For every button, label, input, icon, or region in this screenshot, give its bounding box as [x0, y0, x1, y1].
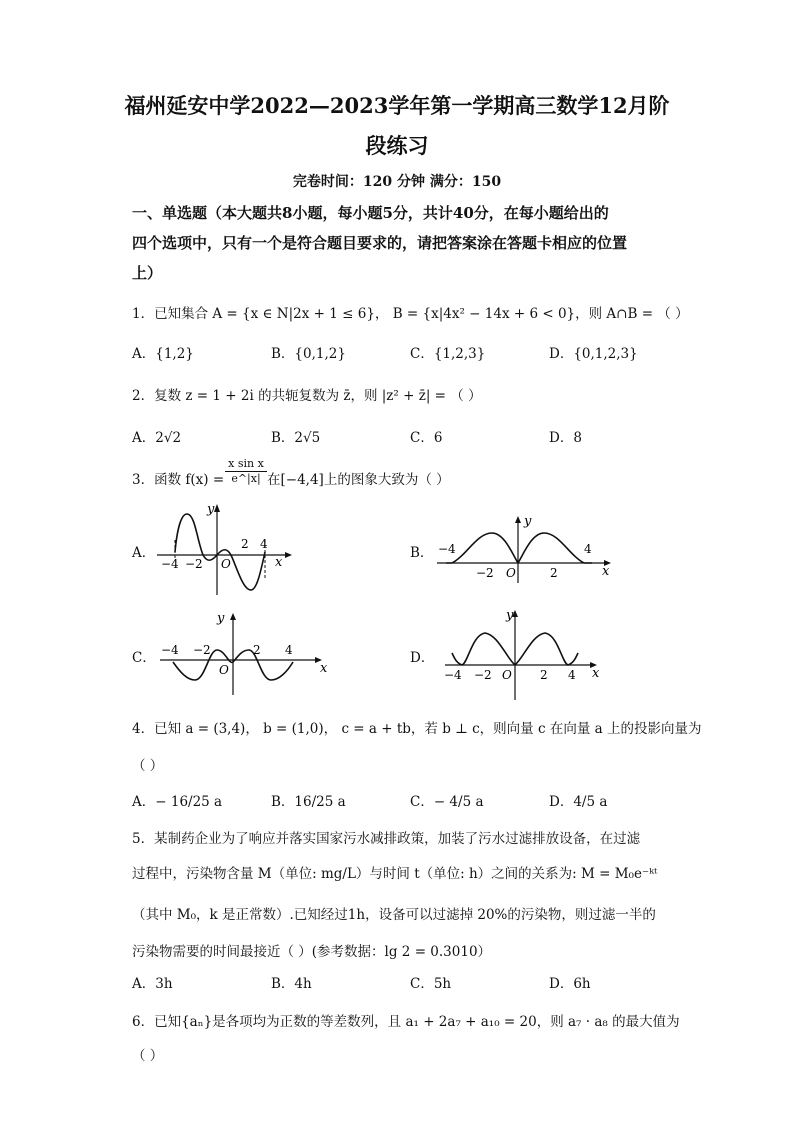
q5-option-c: C．5h — [410, 976, 452, 992]
tick-neg4: −4 — [444, 668, 462, 682]
q1-option-d: D．{0,1,2,3} — [549, 346, 638, 362]
tick-neg4: −4 — [161, 557, 179, 571]
title-line-2: 段练习 — [365, 133, 429, 158]
q3-fraction-denominator: e^|x| — [231, 472, 261, 485]
tick-neg2: −2 — [185, 557, 203, 571]
q3-graph-d — [440, 605, 610, 705]
question-5-line-4: 污染物需要的时间最接近（ ）(参考数据：lg 2 = 0.3010） — [132, 944, 492, 960]
tick-pos4: 4 — [568, 668, 576, 682]
question-5-line-2: 过程中，污染物含量 M（单位: mg/L）与时间 t（单位: h）之间的关系为: M = M₀e⁻ᵏᵗ — [132, 866, 658, 882]
q5-option-a: A．3h — [132, 976, 173, 992]
tick-neg2: −2 — [474, 668, 492, 682]
tick-pos2: 2 — [253, 643, 261, 657]
q1-option-b: B．{0,1,2} — [271, 346, 346, 362]
question-6-line-2: （ ） — [132, 1048, 164, 1064]
q4-option-d: D．4/5 a — [549, 794, 608, 810]
question-2-stem: 2．复数 z = 1 + 2i 的共轭复数为 z̄，则 |z² + z̄| = （ ） — [132, 388, 482, 404]
q4-option-b: B．16/25 a — [271, 794, 346, 810]
tick-neg4: −4 — [438, 542, 456, 556]
x-axis-label: x — [592, 666, 600, 681]
y-axis-label: y — [207, 502, 215, 517]
question-6-line-1: 6．已知{aₙ}是各项均为正数的等差数列，且 a₁ + 2a₇ + a₁₀ = 20，则 a₇ · a₈ 的最大值为 — [132, 1014, 680, 1030]
q3-fraction — [225, 457, 267, 486]
q5-option-d: D．6h — [549, 976, 591, 992]
tick-neg2: −2 — [476, 566, 494, 580]
q4-option-a: A．− 16/25 a — [132, 794, 223, 810]
tick-neg4: −4 — [161, 643, 179, 657]
q1-option-c: C．{1,2,3} — [410, 346, 486, 362]
question-5-line-3: （其中 M₀，k 是正常数）.已知经过1h，设备可以过滤掉 20%的污染物，则过滤一半的 — [132, 907, 656, 923]
question-3-stem-suffix: 在[−4,4]上的图象大致为（ ） — [267, 472, 450, 488]
tick-pos4: 4 — [260, 537, 268, 551]
question-5-line-1: 5．某制药企业为了响应并落实国家污水减排政策，加装了污水过滤排放设备，在过滤 — [132, 831, 641, 847]
q3-graph-b — [432, 515, 617, 585]
tick-pos2: 2 — [540, 668, 548, 682]
q3-option-b-label: B． — [410, 545, 434, 561]
x-axis-label: x — [320, 661, 328, 676]
section-heading-line-1: 一、单选题（本大题共8小题，每小题5分，共计40分，在每小题给出的 — [132, 204, 609, 222]
origin-label: O — [506, 566, 516, 580]
x-axis-label: x — [602, 564, 610, 579]
tick-pos2: 2 — [550, 566, 558, 580]
q2-option-c: C．6 — [410, 430, 443, 446]
question-3-stem-prefix: 3．函数 f(x) = — [132, 472, 225, 488]
q2-option-b: B．2√5 — [271, 430, 321, 446]
title-line-1: 福州延安中学2022—2023学年第一学期高三数学12月阶 — [124, 93, 670, 118]
tick-pos4: 4 — [285, 643, 293, 657]
q2-option-a: A．2√2 — [132, 430, 182, 446]
origin-label: O — [221, 557, 231, 571]
q3-option-d-label: D． — [410, 650, 435, 666]
tick-neg2: −2 — [193, 643, 211, 657]
y-axis-label: y — [506, 608, 514, 623]
section-heading-line-3: 上） — [132, 264, 163, 282]
q2-option-d: D．8 — [549, 430, 582, 446]
origin-label: O — [502, 668, 512, 682]
q1-option-a: A．{1,2} — [132, 346, 194, 362]
tick-pos2: 2 — [241, 537, 249, 551]
exam-info: 完卷时间：120 分钟 满分：150 — [292, 174, 502, 190]
q3-graph-c — [155, 610, 335, 700]
q4-option-c: C．− 4/5 a — [410, 794, 484, 810]
origin-label: O — [219, 663, 229, 677]
q5-option-b: B．4h — [271, 976, 312, 992]
question-4-stem-line-1: 4．已知 a = (3,4)， b = (1,0)， c = a + tb，若 b ⊥ c，则向量 c 在向量 a 上的投影向量为 — [132, 721, 702, 737]
q3-graph-a — [155, 500, 295, 600]
tick-pos4: 4 — [584, 542, 592, 556]
x-axis-label: x — [275, 555, 283, 570]
section-heading-line-2: 四个选项中，只有一个是符合题目要求的，请把答案涂在答题卡相应的位置 — [132, 234, 628, 252]
q3-option-a-label: A． — [132, 545, 156, 561]
q3-fraction-numerator: x sin x — [225, 457, 267, 472]
y-axis-label: y — [217, 611, 225, 626]
question-4-stem-line-2: （ ） — [132, 758, 164, 774]
q3-option-c-label: C． — [132, 650, 156, 666]
y-axis-label: y — [524, 514, 532, 529]
question-1-stem: 1．已知集合 A = {x ∈ N|2x + 1 ≤ 6}， B = {x|4x² − 14x + 6 < 0}，则 A∩B = （ ） — [132, 306, 689, 322]
